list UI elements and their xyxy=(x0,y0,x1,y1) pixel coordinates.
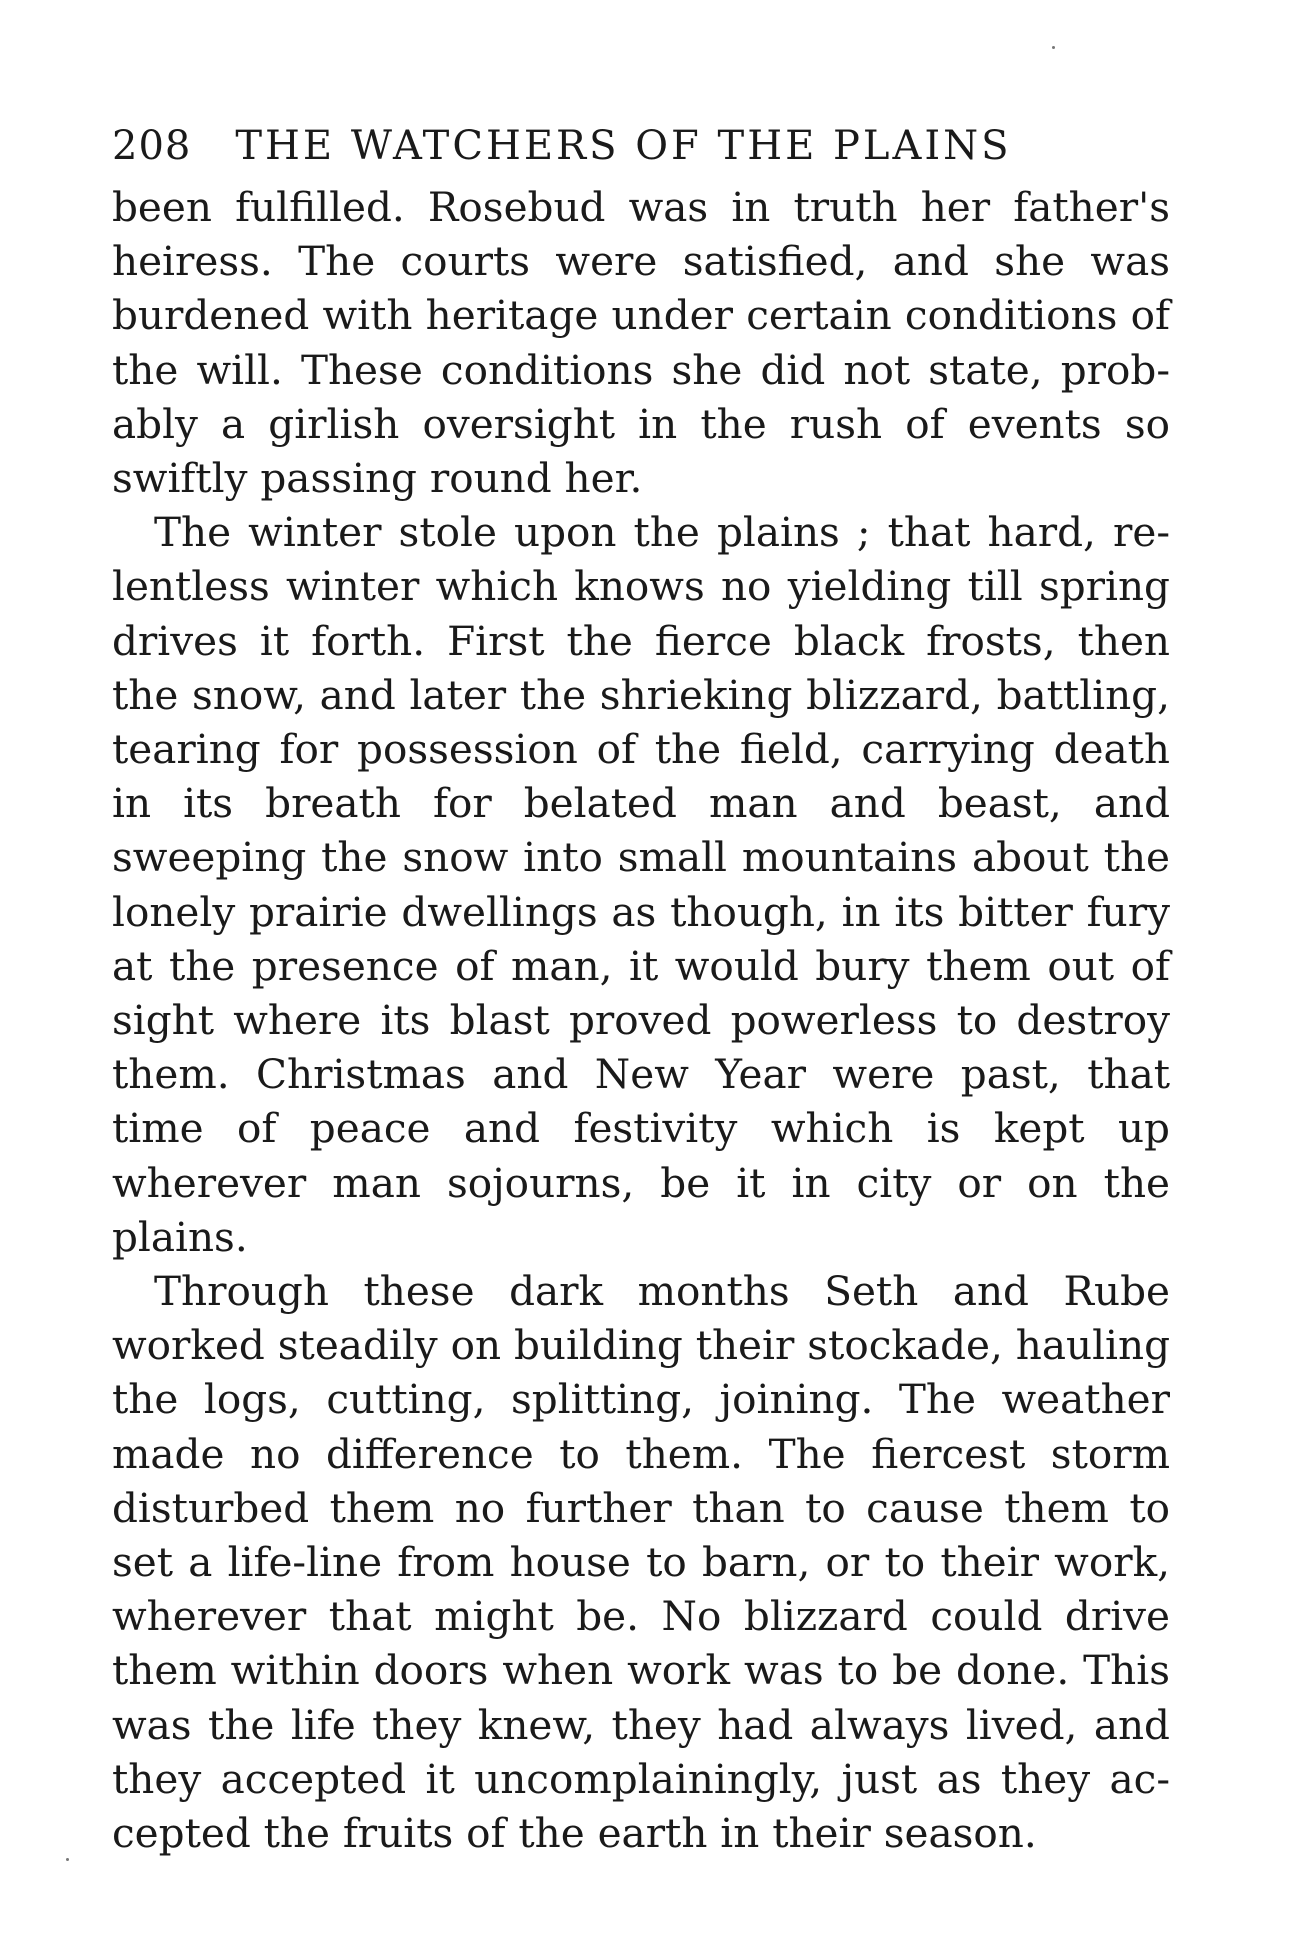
scan-speck xyxy=(1052,46,1055,49)
book-title: THE WATCHERS OF THE PLAINS xyxy=(235,123,1012,169)
page-number: 208 xyxy=(112,123,192,169)
paragraph-winter: The winter stole upon the plains ; that hard, relentless winter which knows no yielding till spring drives it forth. First the fierce black frosts, then the snow, and later the shrieking blizzard, battling, tearing for possession of the field, carrying death in its breath for belated man and beast, and sweeping the snow into small mountains about the lonely prairie dwellings as though, in its bitter fury at the presence of man, it would bury them out of sight where its blast proved powerless to destroy them. Christmas and New Year were past, that time of peace and festivity which is kept up wherever man sojourns, be it in city or on the plains. xyxy=(112,508,1170,1261)
paragraph-continued: been fulfilled. Rosebud was in truth her father's heiress. The courts were satisfied, and she was burdened with heritage under certain conditions of the will. These conditions she did not state, probably a girlish oversight in the rush of events so swiftly passing round her. xyxy=(112,183,1170,503)
scan-speck xyxy=(66,1858,69,1861)
book-page xyxy=(112,118,1170,1860)
paragraph-stockade: Through these dark months Seth and Rube worked steadily on building their stockade, hauling the logs, cutting, splitting, joining. The weather made no difference to them. The fiercest storm disturbed them no further than to cause them to set a life-line from house to barn, or to their work, wherever that might be. No blizzard could drive them within doors when work was to be done. This was the life they knew, they had always lived, and they accepted it uncomplainingly, just as they accepted the fruits of the earth in their season. xyxy=(112,1267,1170,1858)
running-head xyxy=(112,118,1170,174)
